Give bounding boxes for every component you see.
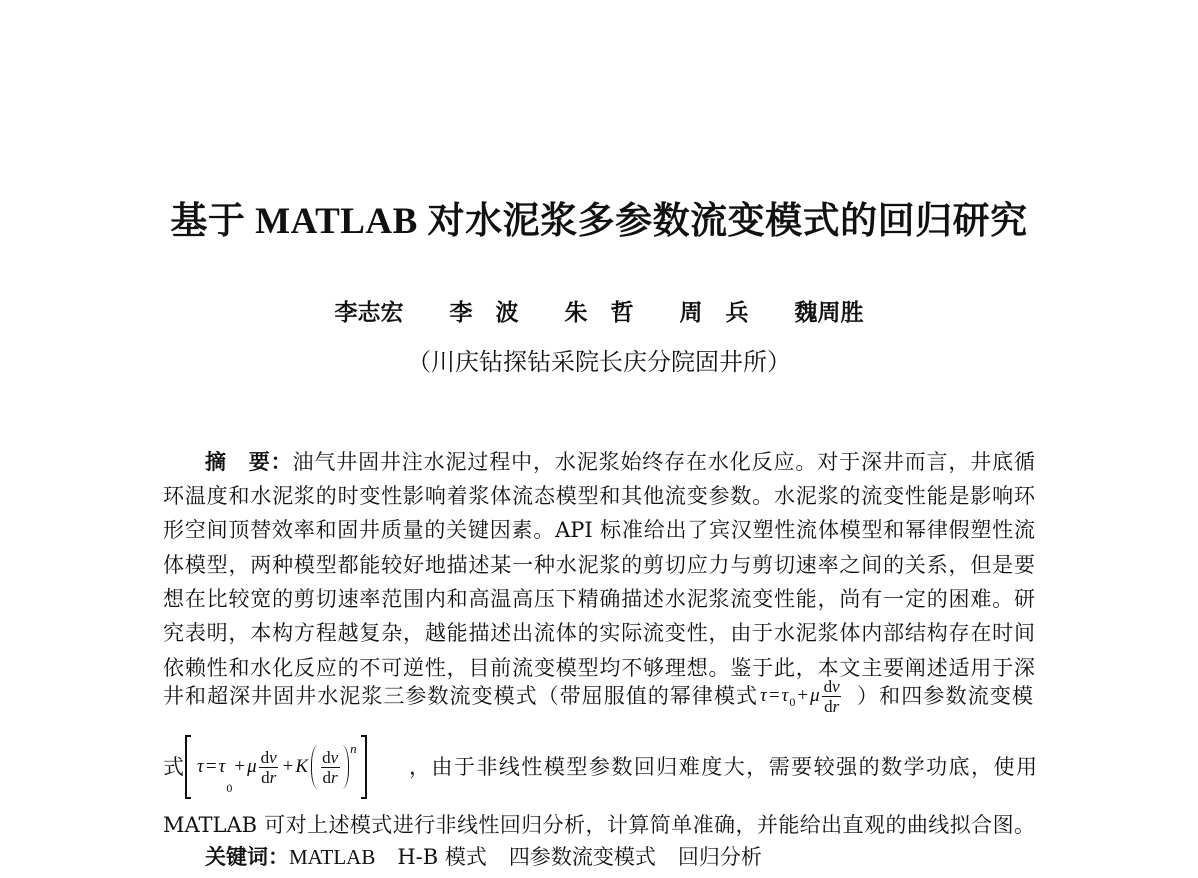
formula-mu: μ xyxy=(810,685,820,706)
formula-equals: = xyxy=(768,685,780,706)
formula-plus-2: + xyxy=(282,756,294,777)
formula-equals: = xyxy=(205,756,217,777)
numerator-v: v xyxy=(330,747,339,767)
denominator-r: r xyxy=(832,696,840,716)
keyword-item: 回归分析 xyxy=(677,845,762,869)
formula-subscript-0: 0 xyxy=(226,781,233,795)
abstract-line-6: 究表明，本构方程越复杂，越能描述出流体的实际流变性，由于水泥浆体内部结构存在时间 xyxy=(163,621,1035,645)
fraction-numerator xyxy=(320,748,340,767)
formula-tau: τ xyxy=(760,685,767,706)
abstract-line-7: 依赖性和水化反应的不可逆性，目前流变模型均不够理想。鉴于此，本文主要阐述适用于深 xyxy=(163,656,1035,680)
formula-exponent-n: n xyxy=(350,741,357,756)
abstract-line-9-before: 式 xyxy=(163,755,184,779)
abstract-line-1 xyxy=(205,448,1035,476)
affiliation: （川庆钻探钻采院长庆分院固井所） xyxy=(407,348,791,376)
keyword-item: MATLAB xyxy=(289,845,376,869)
fraction-numerator xyxy=(259,748,279,767)
abstract-line-8-after: ）和四参数流变模 xyxy=(857,684,1033,708)
four-parameter-formula xyxy=(185,732,405,802)
right-parenthesis xyxy=(342,745,349,789)
right-square-bracket xyxy=(361,735,367,799)
abstract-line-4: 体模型，两种模型都能较好地描述某一种水泥浆的剪切应力与剪切速率之间的关系，但是要 xyxy=(163,553,1035,577)
left-parenthesis xyxy=(311,745,318,789)
fraction-denominator xyxy=(259,767,278,787)
author-list: 李志宏 李 波 朱 哲 周 兵 魏周胜 xyxy=(334,299,864,326)
formula-mu: μ xyxy=(247,756,257,777)
denominator-d: d xyxy=(261,767,270,787)
abstract-line-8 xyxy=(163,672,1035,720)
abstract-line-2: 环温度和水泥浆的时变性影响着浆体流态模型和其他流变参数。水泥浆的流变性能是影响环 xyxy=(163,484,1035,508)
formula-fraction-dv-dr xyxy=(822,677,842,716)
numerator-v: v xyxy=(832,676,840,696)
keywords xyxy=(205,843,784,871)
numerator-d: d xyxy=(260,747,270,767)
abstract-label: 摘 要： xyxy=(205,449,293,474)
formula-fraction-dv-dr-2 xyxy=(320,748,340,787)
abstract-line-10: MATLAB 可对上述模式进行非线性回归分析，计算简单准确，并能给出直观的曲线拟合图。 xyxy=(163,813,1035,837)
fraction-denominator xyxy=(321,767,340,787)
formula-plus: + xyxy=(234,756,246,777)
formula-fraction-dv-dr xyxy=(259,748,279,787)
fraction-numerator xyxy=(822,677,842,696)
abstract-line-5: 想在比较宽的剪切速率范围内和高温高压下精确描述水泥浆流变性能，尚有一定的困难。研 xyxy=(163,587,1035,611)
denominator-r: r xyxy=(269,767,277,787)
formula-tau0: τ xyxy=(218,756,226,777)
paper-title: 基于 MATLAB 对水泥浆多参数流变模式的回归研究 xyxy=(170,201,1028,242)
numerator-d: d xyxy=(322,747,331,767)
fraction-denominator xyxy=(822,696,841,716)
denominator-r: r xyxy=(331,767,338,787)
numerator-v: v xyxy=(269,747,277,767)
formula-subscript-0: 0 xyxy=(789,694,796,709)
keyword-item: 四参数流变模式 xyxy=(508,845,656,869)
left-square-bracket xyxy=(185,735,191,799)
formula-plus: + xyxy=(797,685,809,706)
abstract-line-1-text: 油气井固井注水泥过程中，水泥浆始终存在水化反应。对于深井而言，井底循 xyxy=(292,450,1036,474)
keywords-label: 关键词： xyxy=(205,844,289,869)
abstract-line-9 xyxy=(163,731,1035,803)
denominator-d: d xyxy=(824,696,833,716)
keyword-item: H-B 模式 xyxy=(397,845,487,869)
formula-tau: τ xyxy=(197,756,204,777)
numerator-d: d xyxy=(823,676,833,696)
abstract-line-8-before: 井和超深井固井水泥浆三参数流变模式（带屈服值的幂律模式 xyxy=(163,684,757,708)
abstract-line-3: 形空间顶替效率和固井质量的关键因素。API 标准给出了宾汉塑性流体模型和幂律假塑性流 xyxy=(163,518,1035,542)
formula-tau0: τ xyxy=(781,685,789,706)
three-parameter-formula xyxy=(757,677,857,716)
abstract-line-9-after: ，由于非线性模型参数回归难度大，需要较强的数学功底，使用 xyxy=(409,755,1037,779)
denominator-d: d xyxy=(322,767,332,787)
formula-K: K xyxy=(295,756,309,777)
